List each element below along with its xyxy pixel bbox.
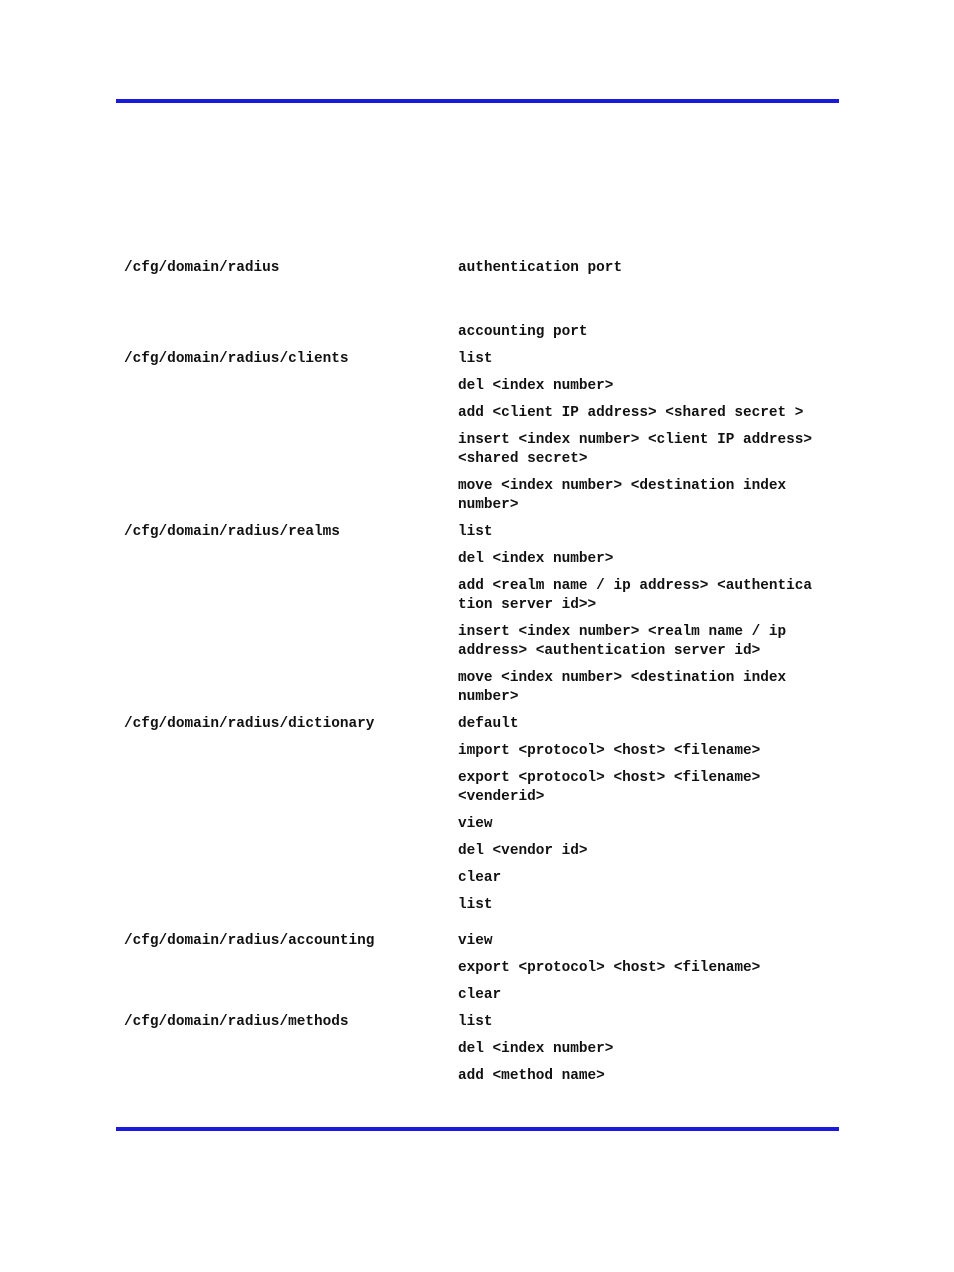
command-option: add <client IP address> <shared secret > [458,405,804,421]
command-path: /cfg/domain/radius/realms [124,524,340,540]
command-option: list [458,351,493,367]
command-option: add <realm name / ip address> <authentica tion server id>> [458,578,813,613]
command-option: accounting port [458,324,588,340]
command-path: /cfg/domain/radius/methods [124,1014,349,1030]
command-option: del <index number> [458,551,614,567]
command-option: import <protocol> <host> <filename> [458,743,761,759]
command-option: default [458,716,519,732]
command-option: list [458,897,493,913]
command-path: /cfg/domain/radius/accounting [124,933,375,949]
command-option: del <index number> [458,1041,614,1057]
command-option: add <method name> [458,1068,605,1084]
command-path: /cfg/domain/radius [124,260,280,276]
command-option: list [458,524,493,540]
command-option: export <protocol> <host> <filename> [458,960,761,976]
command-option: clear [458,870,502,886]
command-path: /cfg/domain/radius/clients [124,351,349,367]
command-option: move <index number> <destination index number> [458,670,787,705]
footer-rule [116,1127,839,1131]
command-option: insert <index number> <client IP address> <shared secret> [458,432,813,467]
command-path: /cfg/domain/radius/dictionary [124,716,375,732]
command-option: export <protocol> <host> <filename> <venderid> [458,770,761,805]
command-option: del <index number> [458,378,614,394]
command-option: authentication port [458,260,623,276]
command-option: insert <index number> <realm name / ip address> <authentication server id> [458,624,787,659]
header-rule [116,99,839,103]
command-option: list [458,1014,493,1030]
command-option: move <index number> <destination index number> [458,478,787,513]
command-option: view [458,816,493,832]
command-option: clear [458,987,502,1003]
command-option: view [458,933,493,949]
command-option: del <vendor id> [458,843,588,859]
